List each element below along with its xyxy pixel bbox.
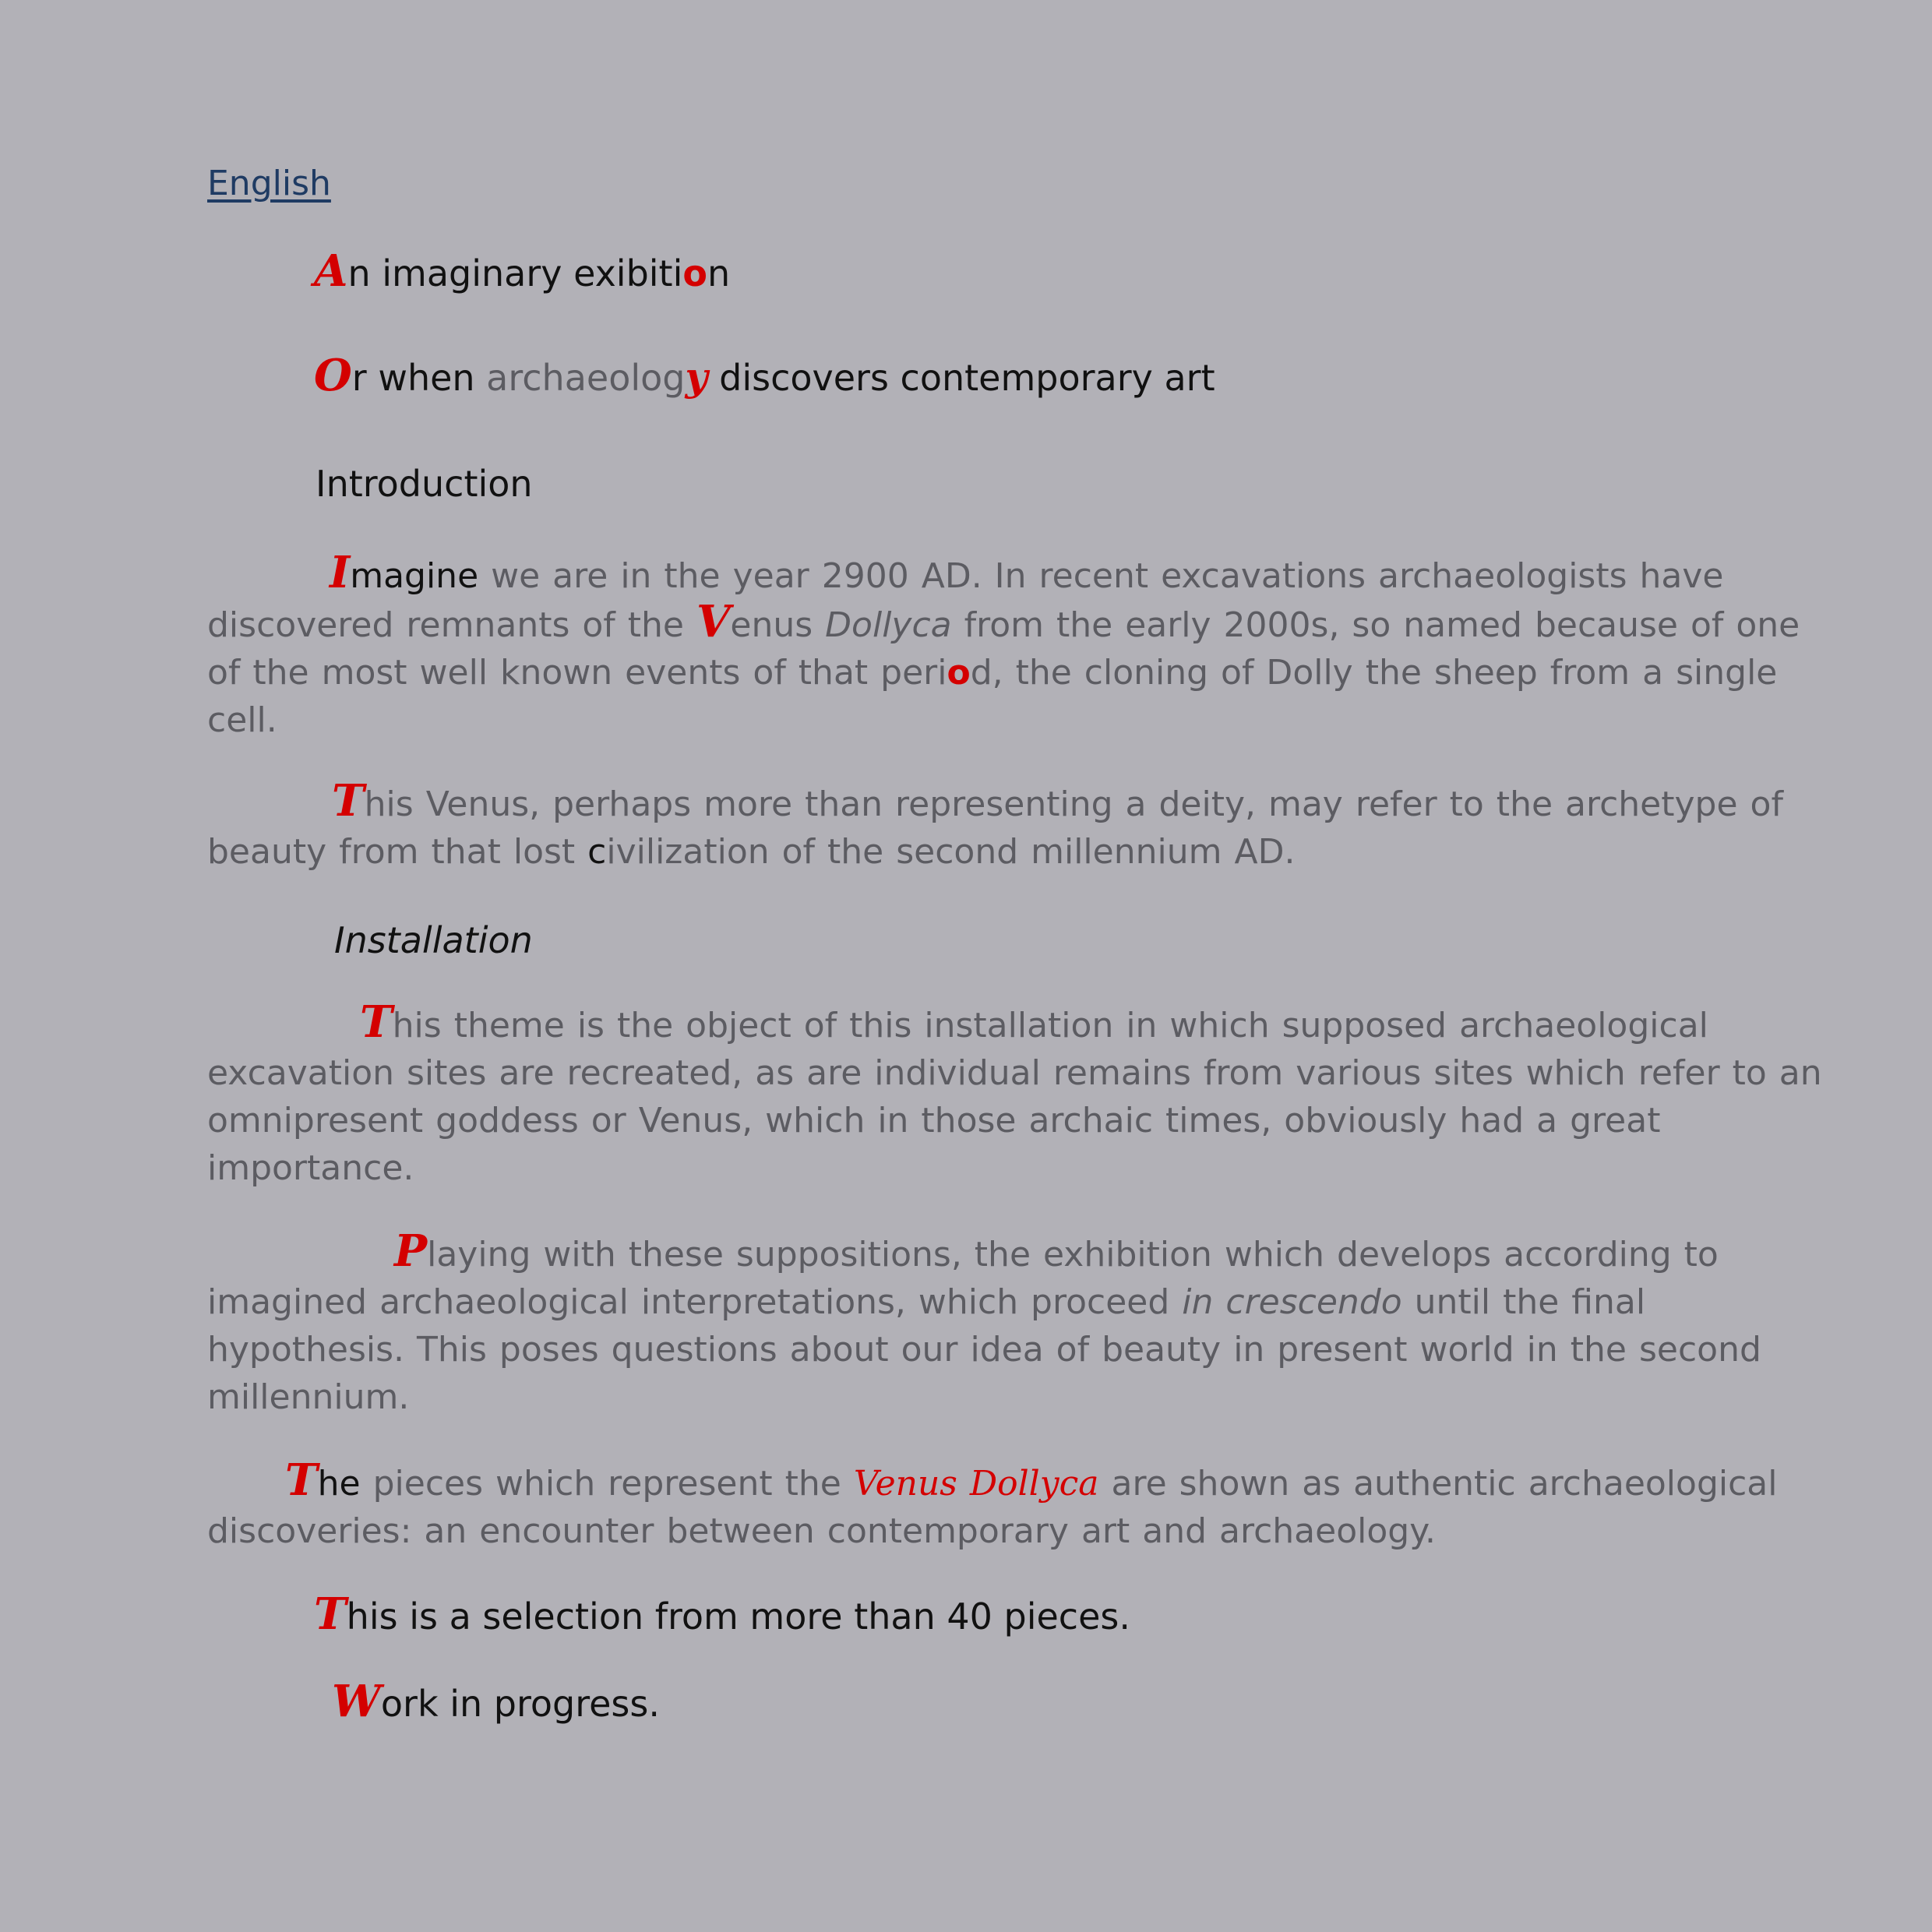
paragraph-row: importance. [207, 1148, 414, 1188]
title-text: n [707, 252, 731, 294]
italic-text: in crescendo [1182, 1282, 1402, 1322]
lead-word: he [317, 1464, 361, 1504]
installation-paragraph-4 [314, 1588, 1130, 1640]
paragraph-text: from the early 2000s, so named because of one [951, 605, 1800, 645]
title-text: discovers contemporary art [707, 357, 1215, 399]
accent-letter: o [682, 252, 707, 294]
title-text: n imaginary exibiti [347, 252, 683, 294]
paragraph-text: until the final [1401, 1282, 1646, 1322]
italic-text: Dollyca [825, 605, 952, 645]
accent-letter: c [587, 832, 607, 872]
venus-dollyca-name: Venus Dollyca [853, 1464, 1099, 1504]
title-line-1 [314, 245, 731, 297]
paragraph-text: pieces which represent the [360, 1464, 854, 1504]
drop-cap: P [394, 1225, 428, 1277]
drop-cap: T [332, 775, 365, 827]
installation-paragraph-5 [332, 1676, 660, 1727]
section-heading-introduction: Introduction [316, 463, 533, 505]
drop-cap: I [330, 547, 351, 598]
paragraph-row [207, 596, 1800, 649]
drop-cap: W [332, 1676, 381, 1727]
paragraph-row [207, 1454, 1778, 1507]
paragraph-text: ork in progress. [380, 1683, 660, 1725]
drop-cap: V [696, 596, 731, 647]
lead-word: magine [350, 556, 479, 596]
intro-paragraph-1 [207, 547, 1800, 744]
title-text: r when [351, 357, 487, 399]
paragraph-text: d, the cloning of Dolly the sheep from a single [970, 653, 1778, 693]
paragraph-text: his is a selection from more than 40 pieces. [346, 1595, 1130, 1638]
document-page [207, 0, 1822, 1932]
paragraph-row: hypothesis. This poses questions about our idea of beauty in present world in the second [207, 1330, 1761, 1370]
paragraph-text: ivilization of the second millennium AD. [606, 832, 1296, 872]
paragraph-text: we are in the year 2900 AD. In recent excavations archaeologists have [478, 556, 1724, 596]
paragraph-text: his Venus, perhaps more than representing a deity, may refer to the archetype of [364, 784, 1783, 824]
paragraph-text: of the most well known events of that peri [207, 653, 947, 693]
drop-cap: A [314, 245, 348, 297]
paragraph-row [207, 1278, 1771, 1326]
paragraph-row: excavation sites are recreated, as are individual remains from various sites which refer to an [207, 1053, 1822, 1093]
drop-cap: T [285, 1454, 318, 1506]
paragraph-row: omnipresent goddess or Venus, which in those archaic times, obviously had a great [207, 1101, 1661, 1141]
paragraph-text: his theme is the object of this installation in which supposed archaeological [392, 1006, 1708, 1045]
paragraph-row [207, 1225, 1771, 1278]
intro-paragraph-2 [207, 775, 1783, 876]
accent-letter: o [947, 653, 971, 693]
language-link-english[interactable]: English [207, 164, 331, 203]
paragraph-text: beauty from that lost [207, 832, 588, 872]
accent-letter: y [685, 354, 708, 400]
paragraph-row [207, 775, 1783, 828]
paragraph-text: imagined archaeological interpretations, which proceed [207, 1282, 1183, 1322]
drop-cap: O [314, 350, 352, 401]
paragraph-row [207, 996, 1771, 1049]
installation-paragraph-3 [207, 1454, 1778, 1555]
paragraph-text: laying with these suppositions, the exhibition which develops according to [427, 1235, 1719, 1274]
paragraph-row [207, 828, 1771, 876]
installation-paragraph-2 [207, 1225, 1771, 1421]
paragraph-row: cell. [207, 700, 277, 740]
title-text-grey: archaeolog [486, 357, 686, 399]
paragraph-text: enus [730, 605, 826, 645]
paragraph-row: millennium. [207, 1377, 410, 1417]
paragraph-row [207, 547, 1771, 600]
drop-cap: T [360, 996, 393, 1048]
title-line-2 [314, 350, 1215, 401]
paragraph-row [207, 649, 1778, 696]
paragraph-text: discovered remnants of the [207, 605, 696, 645]
paragraph-text: are shown as authentic archaeological [1098, 1464, 1778, 1504]
installation-paragraph-1 [207, 996, 1822, 1192]
section-heading-installation: Installation [334, 919, 533, 961]
drop-cap: T [314, 1588, 347, 1640]
paragraph-row: discoveries: an encounter between contemporary art and archaeology. [207, 1511, 1436, 1551]
